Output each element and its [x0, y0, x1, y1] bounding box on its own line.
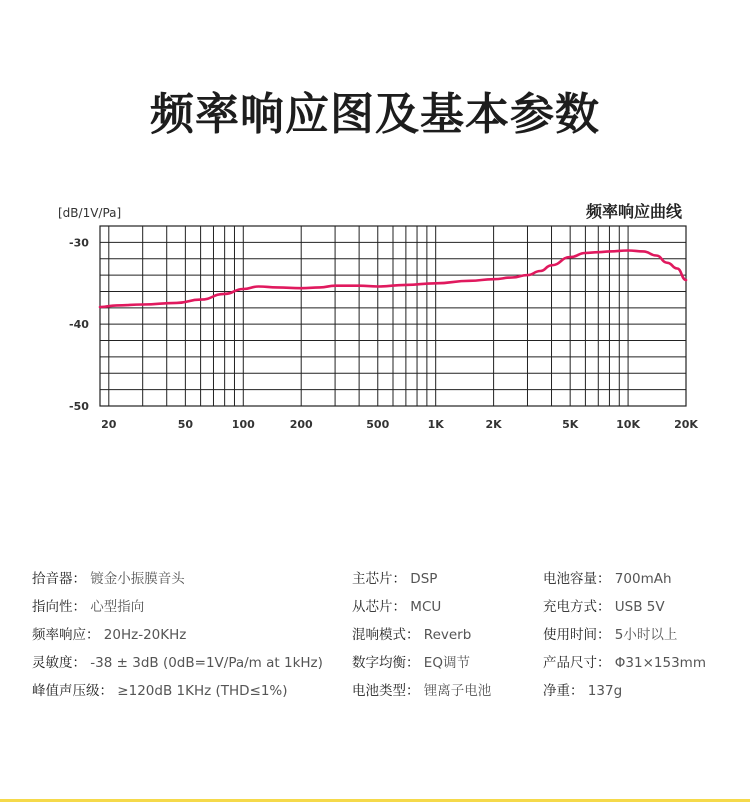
spec-row: [352, 568, 491, 596]
spec-row: [32, 652, 323, 680]
y-axis-label: [dB/1V/Pa]: [58, 206, 122, 220]
spec-value: DSP: [410, 571, 438, 587]
spec-key: 拾音器：: [32, 571, 86, 587]
page-title: 频率响应图及基本参数: [150, 89, 600, 140]
spec-row: [543, 624, 706, 652]
spec-row: [352, 624, 491, 652]
spec-column-3: [543, 568, 706, 708]
spec-value: 137g: [587, 683, 623, 699]
x-tick-label: 5K: [562, 418, 579, 431]
spec-key: 充电方式：: [543, 599, 611, 615]
y-tick-label: -50: [69, 400, 89, 413]
x-tick-label: 20: [101, 418, 117, 431]
spec-column-2: [352, 568, 491, 708]
spec-row: [543, 680, 706, 708]
spec-value: -38 ± 3dB (0dB=1V/Pa/m at 1kHz): [90, 655, 323, 671]
spec-key: 电池类型：: [352, 683, 420, 699]
spec-value: 20Hz-20KHz: [103, 627, 187, 643]
spec-key: 峰值声压级：: [32, 683, 113, 699]
legend-label: 频率响应曲线: [585, 202, 682, 221]
x-tick-label: 20K: [674, 418, 698, 431]
spec-value: 心型指向: [90, 599, 145, 615]
spec-row: [352, 680, 491, 708]
spec-value: Reverb: [423, 627, 472, 643]
x-tick-label: 100: [231, 418, 255, 431]
spec-row: [32, 568, 323, 596]
spec-key: 灵敏度：: [32, 655, 86, 671]
spec-row: [32, 680, 323, 708]
x-tick-label: 50: [177, 418, 194, 431]
spec-key: 使用时间：: [543, 627, 611, 643]
spec-value: USB 5V: [614, 599, 665, 615]
spec-value: ≥120dB 1KHz (THD≤1%): [117, 683, 288, 699]
spec-value: Φ31×153mm: [614, 655, 706, 671]
spec-column-1: [32, 568, 323, 708]
spec-value: MCU: [410, 599, 442, 615]
x-tick-label: 10K: [616, 418, 641, 431]
x-tick-label: 1K: [427, 418, 444, 431]
frequency-response-chart: [0, 190, 750, 450]
spec-value: 5小时以上: [614, 627, 678, 643]
spec-key: 从芯片：: [352, 599, 406, 615]
y-tick-label: -40: [69, 318, 89, 332]
spec-key: 指向性：: [32, 599, 86, 615]
spec-key: 频率响应：: [32, 627, 100, 643]
spec-row: [543, 568, 706, 596]
spec-key: 数字均衡：: [352, 655, 420, 671]
spec-row: [543, 652, 706, 680]
spec-row: [32, 596, 323, 624]
spec-key: 产品尺寸：: [543, 655, 611, 671]
spec-value: 700mAh: [614, 571, 672, 587]
spec-row: [32, 624, 323, 652]
spec-row: [352, 652, 491, 680]
spec-key: 净重：: [543, 683, 584, 699]
y-tick-label: -30: [69, 236, 89, 250]
spec-value: EQ调节: [423, 655, 470, 671]
spec-value: 镀金小振膜音头: [90, 571, 185, 587]
x-tick-label: 2K: [485, 418, 502, 431]
spec-key: 混响模式：: [352, 627, 420, 643]
spec-key: 主芯片：: [352, 571, 406, 587]
spec-row: [352, 596, 491, 624]
x-tick-label: 500: [366, 418, 390, 431]
x-tick-label: 200: [289, 418, 313, 431]
spec-table: [0, 568, 750, 718]
spec-key: 电池容量：: [543, 571, 611, 587]
spec-row: [543, 596, 706, 624]
spec-value: 锂离子电池: [423, 683, 492, 699]
